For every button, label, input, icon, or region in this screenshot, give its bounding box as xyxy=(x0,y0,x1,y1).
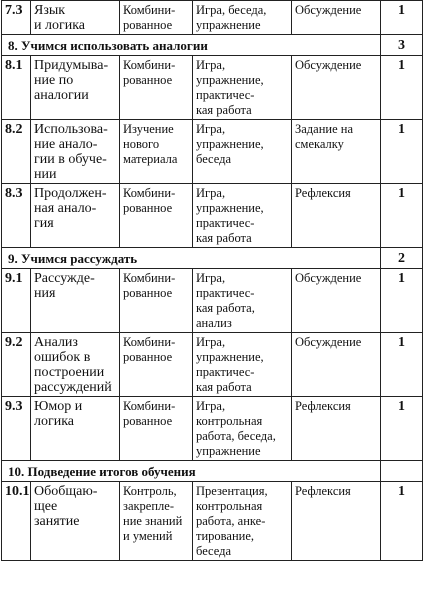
lesson-topic: Использова- ние анало- гии в обуче- нии xyxy=(31,120,120,184)
curriculum-table xyxy=(1,0,423,561)
lesson-type: Комбини- рованное xyxy=(120,184,193,248)
lesson-form: Презентация, контрольная работа, анке- тирование, беседа xyxy=(193,482,292,561)
lesson-control: Обсуждение xyxy=(292,56,381,120)
lesson-row xyxy=(2,1,423,35)
lesson-row xyxy=(2,333,423,397)
lesson-hours: 1 xyxy=(381,120,423,184)
lesson-number: 9.1 xyxy=(2,269,31,333)
lesson-number: 8.2 xyxy=(2,120,31,184)
section-row xyxy=(2,248,423,269)
lesson-row xyxy=(2,120,423,184)
lesson-number: 9.3 xyxy=(2,397,31,461)
lesson-hours: 1 xyxy=(381,56,423,120)
lesson-hours: 1 xyxy=(381,269,423,333)
lesson-form: Игра, упражнение, беседа xyxy=(193,120,292,184)
lesson-form: Игра, контрольная работа, беседа, упражнение xyxy=(193,397,292,461)
lesson-topic: Обобщаю- щее занятие xyxy=(31,482,120,561)
lesson-type: Комбини- рованное xyxy=(120,333,193,397)
section-title: 9. Учимся рассуждать xyxy=(2,248,381,269)
lesson-row xyxy=(2,482,423,561)
section-hours: 3 xyxy=(381,35,423,56)
lesson-control: Рефлексия xyxy=(292,482,381,561)
lesson-type: Изучение нового материала xyxy=(120,120,193,184)
lesson-hours: 1 xyxy=(381,1,423,35)
lesson-number: 9.2 xyxy=(2,333,31,397)
lesson-control: Обсуждение xyxy=(292,333,381,397)
lesson-topic: Рассужде- ния xyxy=(31,269,120,333)
lesson-control: Рефлексия xyxy=(292,397,381,461)
lesson-number: 8.1 xyxy=(2,56,31,120)
lesson-row xyxy=(2,397,423,461)
lesson-form: Игра, беседа, упражнение xyxy=(193,1,292,35)
lesson-form: Игра, упражнение, практичес- кая работа xyxy=(193,56,292,120)
lesson-type: Контроль, закрепле- ние знаний и умений xyxy=(120,482,193,561)
lesson-form: Игра, упражнение, практичес- кая работа xyxy=(193,184,292,248)
lesson-type: Комбини- рованное xyxy=(120,397,193,461)
lesson-hours: 1 xyxy=(381,397,423,461)
lesson-topic: Придумыва- ние по аналогии xyxy=(31,56,120,120)
lesson-control: Обсуждение xyxy=(292,269,381,333)
lesson-row xyxy=(2,184,423,248)
section-title: 8. Учимся использовать аналогии xyxy=(2,35,381,56)
section-hours: 2 xyxy=(381,248,423,269)
curriculum-table-body xyxy=(2,1,423,561)
lesson-type: Комбини- рованное xyxy=(120,269,193,333)
lesson-row xyxy=(2,269,423,333)
section-title: 10. Подведение итогов обучения xyxy=(2,461,381,482)
lesson-number: 10.1 xyxy=(2,482,31,561)
section-row xyxy=(2,35,423,56)
lesson-topic: Язык и логика xyxy=(31,1,120,35)
lesson-topic: Анализ ошибок в построении рассуждений xyxy=(31,333,120,397)
lesson-hours: 1 xyxy=(381,184,423,248)
lesson-type: Комбини- рованное xyxy=(120,1,193,35)
lesson-number: 8.3 xyxy=(2,184,31,248)
lesson-type: Комбини- рованное xyxy=(120,56,193,120)
lesson-row xyxy=(2,56,423,120)
lesson-hours: 1 xyxy=(381,482,423,561)
lesson-topic: Юмор и логика xyxy=(31,397,120,461)
lesson-form: Игра, упражнение, практичес- кая работа xyxy=(193,333,292,397)
lesson-control: Задание на смекалку xyxy=(292,120,381,184)
lesson-form: Игра, практичес- кая работа, анализ xyxy=(193,269,292,333)
section-hours xyxy=(381,461,423,482)
lesson-control: Обсуждение xyxy=(292,1,381,35)
lesson-hours: 1 xyxy=(381,333,423,397)
lesson-number: 7.3 xyxy=(2,1,31,35)
lesson-control: Рефлексия xyxy=(292,184,381,248)
section-row xyxy=(2,461,423,482)
lesson-topic: Продолжен- ная анало- гия xyxy=(31,184,120,248)
